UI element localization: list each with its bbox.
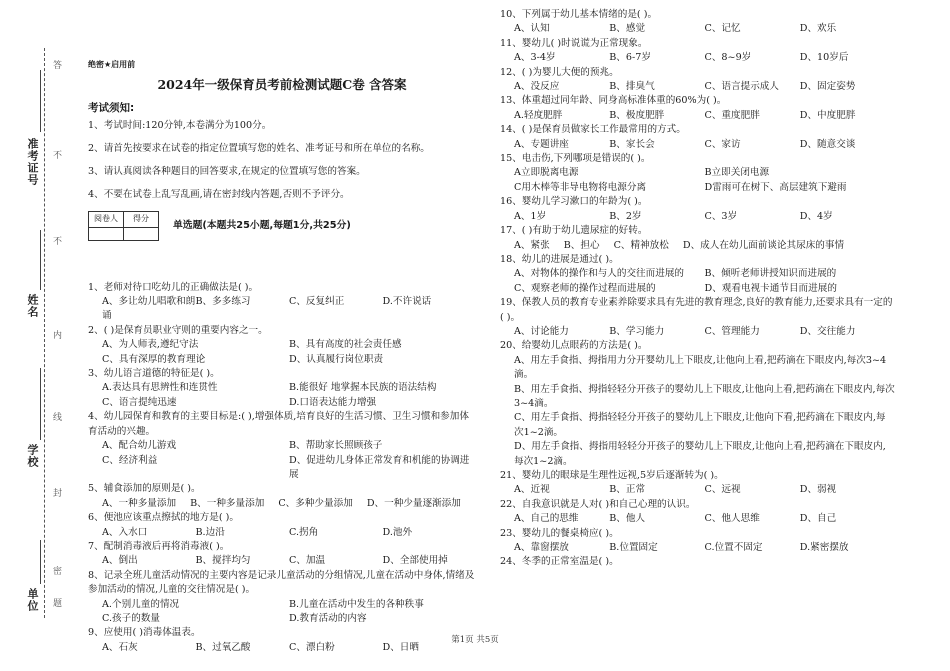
notice-item: 1、考试时间:120分钟,本卷满分为100分。 [88,120,272,132]
answer-option[interactable]: C、精神放松 [613,239,669,251]
name-label: 姓名 [26,294,39,318]
question-text: 24、冬季的正常室温是( )。 [500,556,619,568]
answer-option[interactable]: C、观察老师的操作过程而进展的 [514,282,656,294]
answer-option[interactable]: B.位置固定 [609,542,658,554]
question-item [500,296,895,339]
question-text: 10、下列属于幼儿基本情绪的是( )。 [500,9,658,20]
question-text: 15、电击伤,下列哪项是错误的( )。 [500,153,651,165]
secret-label: 绝密★启用前 [88,60,136,69]
answer-option[interactable]: A、自己的思维 [514,513,579,525]
answer-option[interactable]: D、4岁 [799,210,833,222]
grader-header: 阅卷人 [89,212,124,227]
answer-option[interactable]: B、具有高度的社会责任感 [289,339,402,351]
score-cell[interactable] [124,227,159,240]
question-item [500,195,895,224]
binding-margin [0,0,70,671]
answer-option[interactable]: B、他人 [609,513,646,525]
answer-option[interactable]: B.儿童在活动中发生的各种秩事 [289,598,424,610]
answer-option[interactable]: A、没反应 [514,81,560,93]
page-footer: 第1页 共5页 [451,635,499,645]
answer-option[interactable]: C、语言提纯迅速 [102,396,177,408]
answer-option[interactable]: D雷雨可在树下、高层建筑下避雨 [704,181,847,193]
question-text: 18、幼儿的进展是通过( )。 [500,253,619,265]
question-item [500,152,895,195]
answer-option[interactable]: D、欢乐 [799,23,837,35]
seal-char: 密 [51,566,61,575]
question-list-left [88,281,476,656]
seal-char: 题 [51,598,61,607]
question-item [88,367,476,410]
answer-option[interactable]: C、加温 [289,555,326,567]
question-item [500,555,895,569]
answer-option[interactable]: D、观看电视卡通节目而进展的 [704,282,837,294]
answer-option[interactable]: B、多多练习 [195,296,251,308]
answer-option[interactable]: B、2岁 [609,210,642,222]
seal-char: 不 [51,236,61,245]
answer-option[interactable]: B立即关闭电源 [704,167,770,179]
answer-option[interactable]: A、3-4岁 [514,52,556,64]
answer-option[interactable]: D.教育活动的内容 [289,612,367,624]
option-row [500,109,895,123]
answer-option[interactable]: C、他人思维 [704,513,760,525]
question-text: 5、辅食添加的原则是( )。 [88,483,201,495]
answer-option[interactable]: A.表达具有思辨性和连贯性 [102,382,218,394]
question-item [500,253,895,296]
question-item [500,224,895,253]
option-row [88,598,476,627]
question-text: 16、婴幼儿学习漱口的年龄为( )。 [500,196,648,208]
answer-option[interactable]: A、对物体的操作和与人的交往而进展的 [514,268,685,280]
answer-option[interactable]: D、10岁后 [799,52,849,64]
question-item [500,469,895,498]
school-label: 学校 [26,444,39,468]
seal-char: 封 [51,488,61,497]
score-header: 得分 [124,212,159,227]
question-text: 2、( )是保育员职业守则的重要内容之一。 [88,324,268,336]
answer-option[interactable]: C、重度肥胖 [704,109,760,121]
section-heading: 单选题(本题共25小题,每题1分,共25分) [173,219,351,231]
answer-option[interactable]: B、家长会 [609,138,655,150]
answer-option[interactable]: A、入水口 [102,526,148,538]
option-row [88,381,476,410]
question-text: 19、保教人员的教育专业素养除要求具有先进的教育理念,良好的教育能力,还要求具有一定的( )。 [500,297,893,323]
option-row [500,166,895,195]
school-line [40,368,41,440]
option-row [500,80,895,94]
option-row [88,526,476,540]
answer-option[interactable]: C、反复纠正 [289,296,345,308]
question-item [88,324,476,367]
question-item [500,339,895,469]
answer-option[interactable]: B、搅拌均匀 [195,555,251,567]
notice-list [88,119,476,202]
option-row [88,338,476,367]
answer-option[interactable]: D、成人在幼儿面前谈论其尿床的事情 [682,239,845,251]
question-text: 13、体重超过同年龄、同身高标准体重的60%为( )。 [500,95,727,107]
exam-id-label: 准考证号 [26,138,39,186]
question-text: 9、应使用( )消毒体温表。 [88,627,201,639]
answer-option[interactable]: A、倒出 [102,555,138,567]
question-text: 20、给婴幼儿点眼药的方法是( )。 [500,340,648,352]
option-row [500,210,895,224]
exam-id-line [40,70,41,132]
answer-option[interactable]: B、极度肥胖 [609,109,665,121]
answer-option[interactable]: C.孩子的数量 [102,612,161,624]
right-column [500,8,895,570]
notice-heading: 考试须知: [88,101,135,114]
answer-option[interactable]: B、一种多量添加 [190,497,265,509]
grader-cell[interactable] [89,227,124,240]
option-row [88,439,476,482]
question-item [500,498,895,527]
question-text: 7、配制消毒液后再将消毒液( )。 [88,540,230,552]
seal-dashed-line [44,48,45,618]
answer-option[interactable]: A、专题讲座 [514,138,569,150]
unit-line [40,540,41,584]
name-line [40,230,41,290]
option-row [500,22,895,36]
question-text: 12、( )为婴儿大便的预兆。 [500,66,619,78]
answer-option[interactable]: C、经济利益 [102,454,158,466]
score-table [88,211,159,240]
answer-option[interactable]: B、排臭气 [609,81,655,93]
answer-option[interactable]: A、1岁 [514,210,547,222]
option-row [88,497,476,511]
option-row [500,239,895,253]
question-list-right [500,8,895,570]
answer-option[interactable]: C.拐角 [289,526,319,538]
seal-char: 线 [51,412,61,421]
question-item [500,94,895,123]
answer-option[interactable]: A、多让幼儿唱歌和朗诵 [102,296,196,322]
question-item [500,527,895,556]
answer-option[interactable]: D、自己 [799,513,837,525]
question-item [500,66,895,95]
answer-option[interactable]: B、帮助家长照顾孩子 [289,440,383,452]
answer-option[interactable]: C、管理能力 [704,325,760,337]
question-text: 17、( )有助于幼儿遗尿症的好转。 [500,225,648,237]
answer-option[interactable]: C、家访 [704,138,741,150]
question-text: 14、( )是保育员做家长工作最常用的方式。 [500,124,686,136]
question-text: 21、婴幼儿的眼球是生理性远视,5岁后逐渐转为( )。 [500,470,724,481]
answer-option[interactable]: C用木棒等非导电物将电源分离 [514,181,647,193]
answer-option[interactable]: D、促进幼儿身体正常发育和机能的协调进展 [289,454,470,480]
option-row [500,267,895,296]
answer-option[interactable]: C、远视 [704,484,741,496]
answer-option[interactable]: B.能很好 地掌握本民族的语法结构 [289,382,437,394]
option-row [88,554,476,568]
answer-option[interactable]: C、3岁 [704,210,738,222]
question-item [88,482,476,511]
answer-option[interactable]: D.不许说话 [382,296,432,308]
question-text: 8、记录全班儿童活动情况的主要内容是记录儿童活动的分组情况,儿童在活动中身体,情绪及参加活动的情况,儿童的交往情况是( )。 [88,569,475,596]
answer-option[interactable]: A立即脱离电源 [514,167,579,179]
answer-option[interactable]: D、随意交谈 [799,138,856,150]
answer-option[interactable]: B、感觉 [609,23,646,35]
answer-option[interactable]: D.紧密摆放 [799,542,849,554]
question-text: 4、幼儿园保育和教育的主要目标是:( ),增强体质,培育良好的生活习惯、卫生习惯和参加体育活动的兴趣。 [88,411,469,437]
notice-item: 3、请认真阅读各种题目的回答要求,在规定的位置填写您的答案。 [88,166,366,178]
answer-option[interactable]: A、讨论能力 [514,325,569,337]
answer-option[interactable]: B、倾听老师讲授知识而进展的 [704,268,837,280]
question-item [88,569,476,627]
question-text: 11、婴幼儿( )时说谎为正常现象。 [500,37,648,49]
answer-option[interactable]: A、靠窗摆放 [514,542,569,554]
question-item [88,511,476,540]
answer-option[interactable]: C、记忆 [704,23,741,35]
notice-item: 2、请首先按要求在试卷的指定位置填写您的姓名、准考证号和所在单位的名称。 [88,143,430,155]
question-item [88,540,476,569]
answer-option[interactable]: A、配合幼儿游戏 [102,440,177,452]
answer-option[interactable]: A、为人师表,遵纪守法 [102,339,199,351]
answer-option[interactable]: B、过氧乙酸 [195,641,251,653]
answer-option[interactable]: B、担心 [563,239,600,251]
answer-option[interactable]: B、用左手食指、拇指轻轻分开孩子的婴幼儿上下眼皮,让他向上看,把药滴在下眼皮内,每次3~4滴。 [514,383,895,409]
answer-option[interactable]: C、语言提示成人 [704,81,779,93]
question-text: 1、老师对待口吃幼儿的正确做法是( )。 [88,281,259,293]
answer-option[interactable]: C.位置不固定 [704,542,763,554]
seal-char: 答 [51,60,61,69]
answer-option[interactable]: A、石灰 [102,641,138,653]
left-column [88,58,476,655]
seal-char: 内 [51,330,61,339]
answer-option[interactable]: D、一种少量逐渐添加 [366,497,461,509]
answer-option[interactable]: D、日晒 [382,641,419,653]
answer-option[interactable]: D、认真履行岗位职责 [289,353,384,365]
question-text: 23、婴幼儿的餐桌椅应( )。 [500,527,619,539]
option-row [500,138,895,152]
option-row [500,325,895,339]
answer-option[interactable]: D、全部使用掉 [382,555,448,567]
answer-option[interactable]: A、用左手食指、拇指用力分开婴幼儿上下眼皮,让他向上看,把药滴在下眼皮内,每次3~4滴。 [514,354,887,381]
answer-option[interactable]: D、中度肥胖 [799,109,856,121]
unit-label: 单位 [26,588,39,612]
answer-option[interactable]: C、具有深厚的教育理论 [102,353,206,365]
answer-option[interactable]: B.边沿 [195,526,225,538]
answer-option[interactable]: D.池外 [382,526,413,538]
option-row [500,483,895,497]
option-row [500,51,895,65]
answer-option[interactable]: A.轻度肥胖 [514,109,563,121]
answer-option[interactable]: B、正常 [609,484,646,496]
question-text: 6、便池应该重点擦拭的地方是( )。 [88,512,239,524]
question-item [88,410,476,482]
answer-option[interactable]: A、紧张 [514,239,550,251]
answer-option[interactable]: B、学习能力 [609,325,665,337]
answer-option[interactable]: D、固定姿势 [799,81,856,93]
question-text: 22、自我意识就是人对( )和自己心理的认识。 [500,498,696,510]
page-title: 2024年一级保育员考前检测试题C卷 含答案 [157,77,407,93]
answer-option[interactable]: C、漂白粉 [289,641,335,653]
answer-option[interactable]: D.口语表达能力增强 [289,396,377,408]
answer-option[interactable]: B、6-7岁 [609,52,651,64]
question-item [500,8,895,37]
seal-char: 不 [51,150,61,159]
answer-option[interactable]: D、用左手食指、拇指用轻轻分开孩子的婴幼儿上下眼皮,让他向上看,把药滴在下眼皮内,每次1~2滴。 [514,441,886,467]
option-row [500,512,895,526]
answer-option[interactable]: D、弱视 [799,484,837,496]
option-row [500,541,895,555]
option-row [500,354,895,469]
notice-item: 4、不要在试卷上乱写乱画,请在密封线内答题,否则不予评分。 [88,189,350,201]
answer-option[interactable]: C、8~9岁 [704,52,752,64]
question-item [500,123,895,152]
score-row [88,211,476,240]
answer-option[interactable]: C、用左手食指、拇指轻轻分开孩子的婴幼儿上下眼皮,让他向下看,把药滴在下眼皮内,每次1~2滴。 [514,412,886,438]
answer-option[interactable]: D、交往能力 [799,325,856,337]
answer-option[interactable]: A、近视 [514,484,550,496]
answer-option[interactable]: A、一种多量添加 [102,497,177,509]
answer-option[interactable]: A.个别儿童的情况 [102,598,180,610]
question-item [88,281,476,324]
answer-option[interactable]: A、认知 [514,23,550,35]
question-text: 3、幼儿语言道德的特征是( )。 [88,368,220,380]
question-item [500,37,895,66]
answer-option[interactable]: C、多种少量添加 [278,497,353,509]
option-row [88,295,476,324]
